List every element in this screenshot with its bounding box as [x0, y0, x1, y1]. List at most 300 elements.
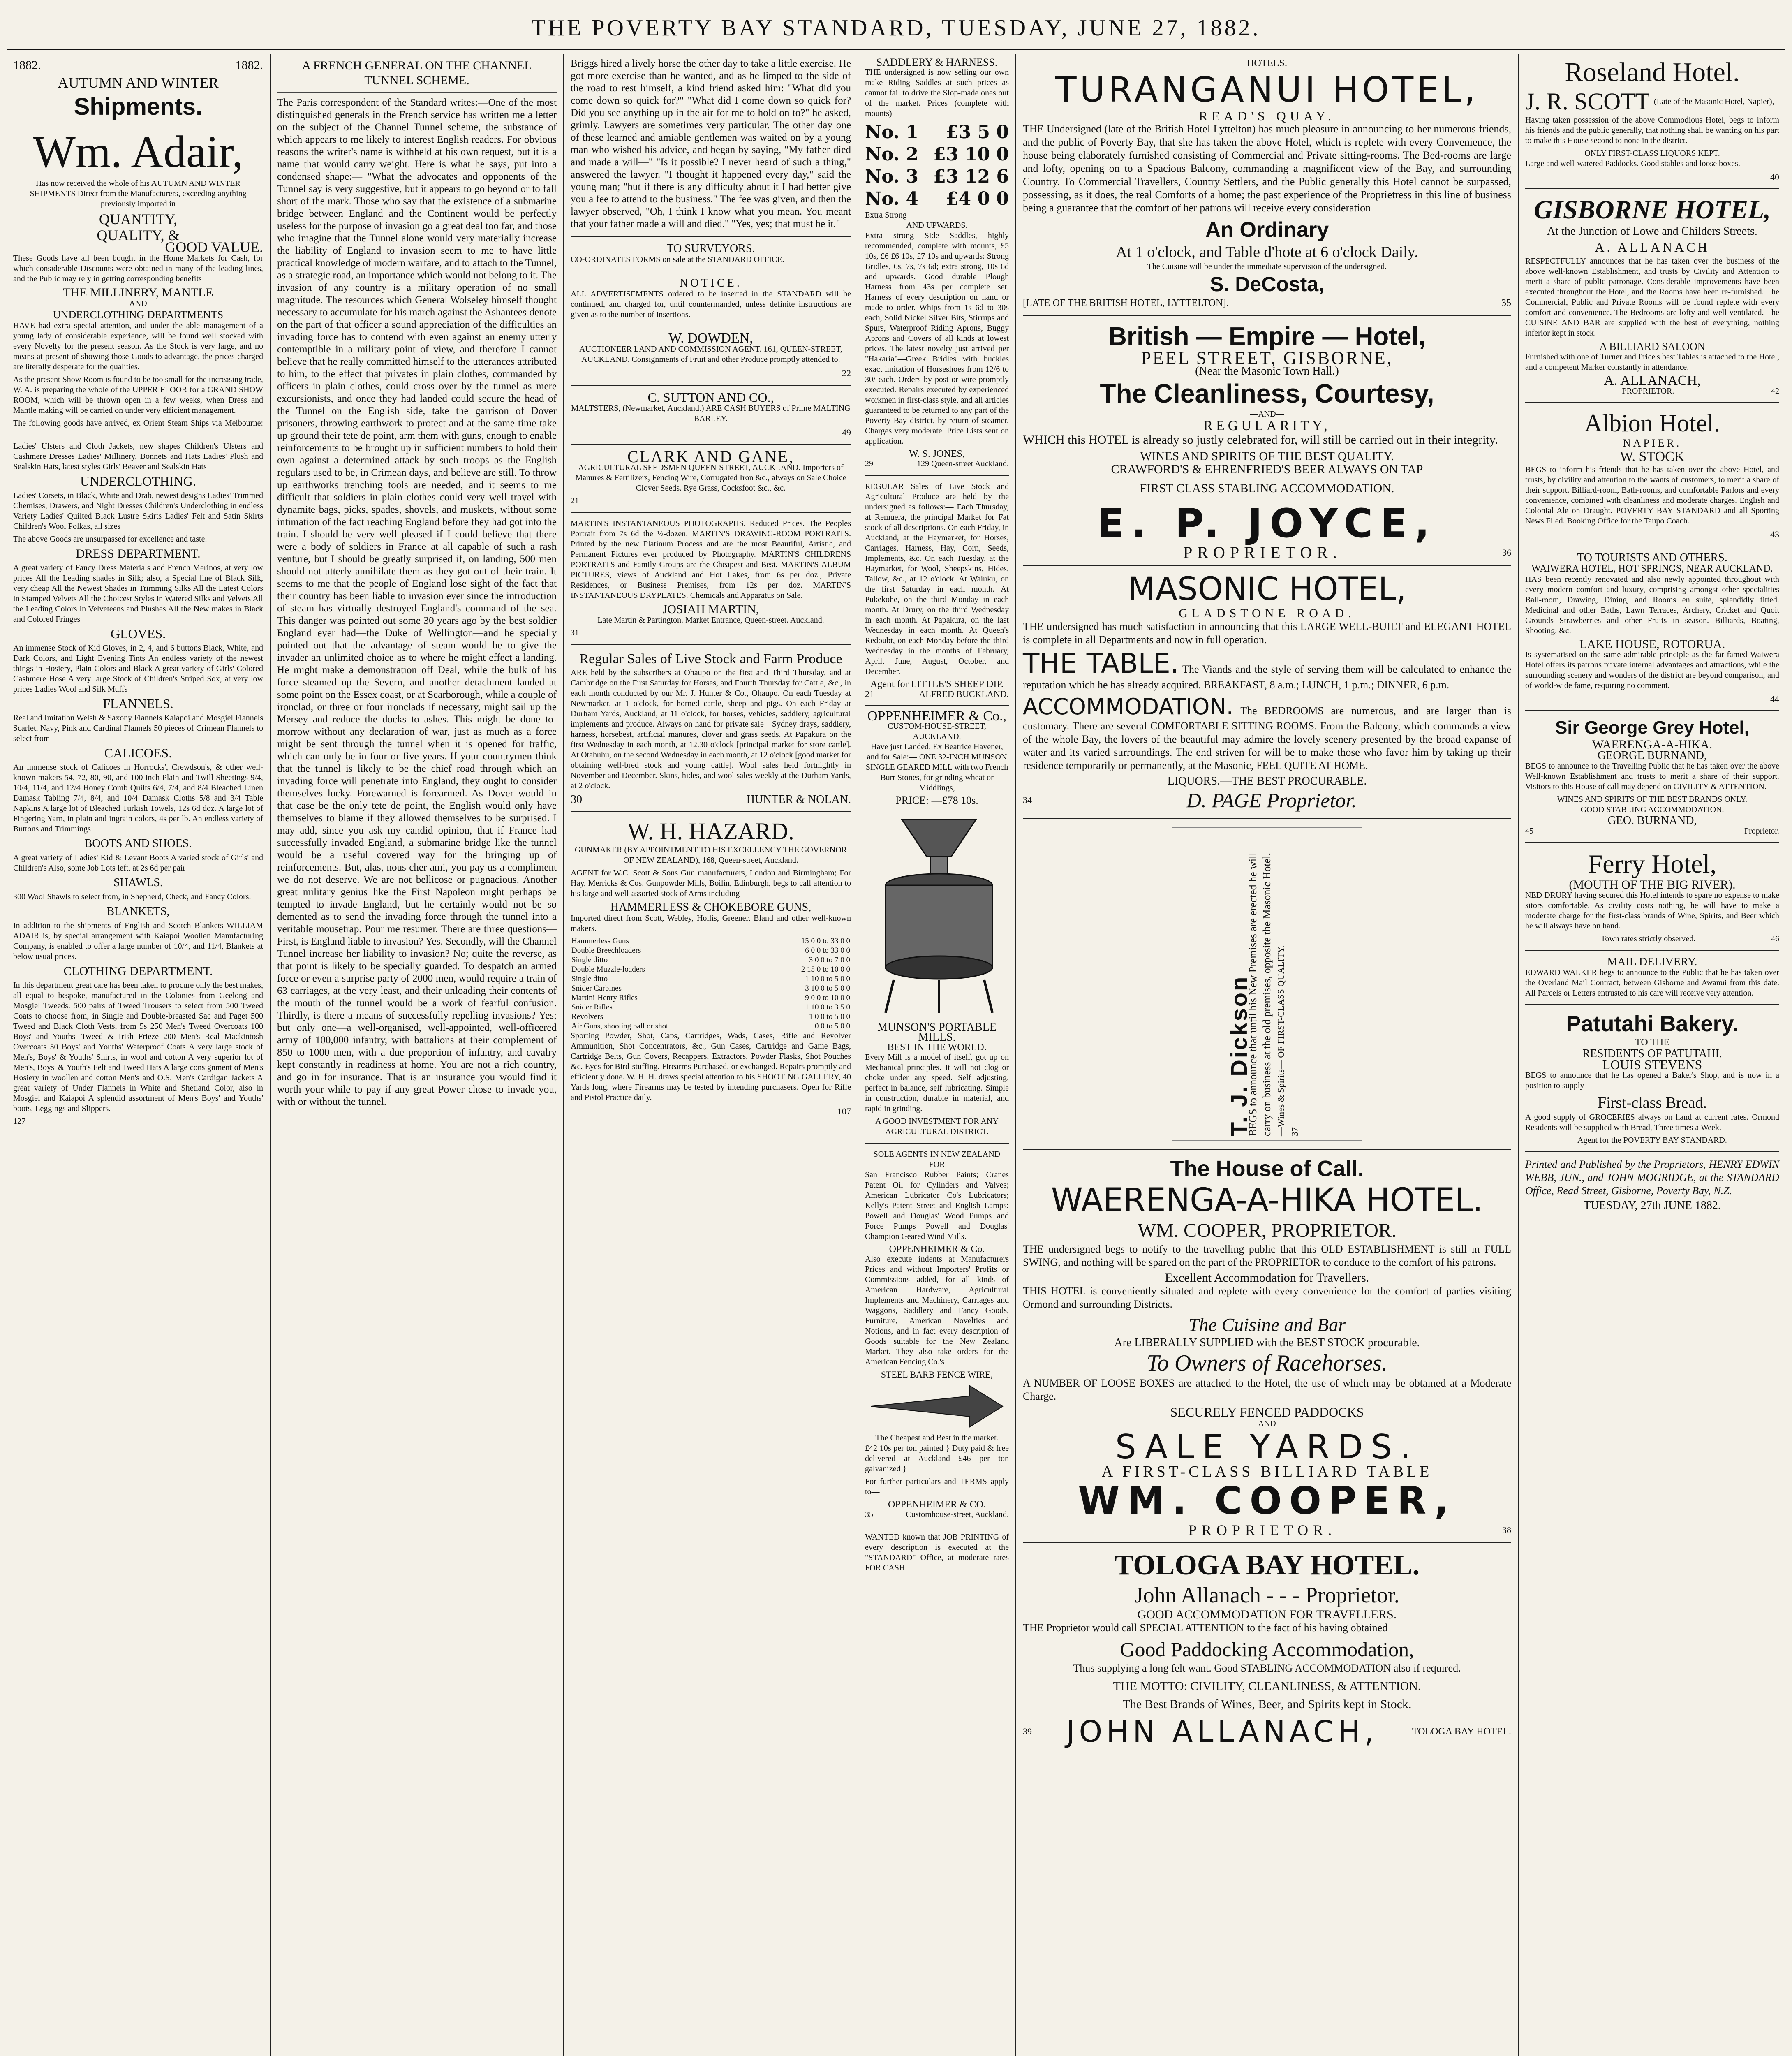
british-empire-name: British — Empire — Hotel,	[1108, 322, 1426, 351]
wines-line: WINES AND SPIRITS OF THE BEST QUALITY.	[1140, 449, 1394, 463]
hunter-name: HUNTER & NOLAN.	[746, 793, 851, 806]
allanach-ref: 39	[1023, 1726, 1032, 1736]
gun-item: Snider Rifles	[571, 1003, 613, 1012]
article-body: The Paris correspondent of the Standard writes:—One of the most distinguished generals in the French service has written me a letter on the subject of the Channel Tunnel scheme, the substance of which appears to me likely to interest English readers. For obvious reasons the writer's name is withheld at his own request, but it is a name that would carry weight. Here is what he says, put into a condensed shape:— "What the advocates and opponents of the Tunnel say is very suggestive, but it appears to go beyond or to fall short of the mark. Those who say that the existence of a submarine bridge between England and the Continent would be perfectly useless for the purpose of invasion go a great deal too far, and those who imagine that the Tunnel alone would very materially increase the liability of England to invasion seem to me to have little practical knowledge of modern warfare, and to attach to the Tunnel, as a strategic road, an importance which would not belong to it. The invasion of any country is a military operation of no small magnitude. The resources which General Wolseley himself thought necessary to accumulate for his march against the Ashantees denote on the part of that officer a sound appreciation of the difficulties an invading force has to contend with even against an enemy utterly contemptible in a military point of view, and therefore I cannot believe that he really committed himself to the utterances attributed to him, to the effect that privates in plain clothes, commanded by officers in plain clothes, could cross over by the tunnel as mere excursionists, and once they had landed could secure the head of the Tunnel on the English side, take the garrison of Dover prisoners, throwing earthwork to protect and at the same time take up ground their tete de point, arm them with guns, enough to enable reinforcements to be brought up in sufficient numbers to hold their own against a determined attack by such troops as the English regulars used to be, in Crimean days, and believe are still. To throw up earthworks trenching tools are needed, and it seems to me difficult that soldiers in plain clothes could very well travel with dynamite bags, picks, spades, shovels, and muskets, without some intimation of the fact reaching England before they had got into the train. I should be very well pleased if I could believe that there were a body of soldiers in France at all capable of such a rash venture, but I should be greatly surprised if, on landing, 500 men should not utterly annihilate them as they got out of their train. It seems to me that the people of England lose sight of the fact that their country has been liable to invasion ever since the introduction of steam has virtually destroyed England's command of the sea. This danger was pointed out some 30 years ago by the best soldier England ever had—the Duke of Wellington—and he specially pointed out that the advantage of steam would be to give the invader an unlimited choice as to where he might effect a landing. He might make a demonstration off Deal, while the bulk of his force steamed up the Severn, and another detachment landed at some point on the Essex coast, or at Scarborough, while a couple of ironclad, or three or four ironclads if necessary, might sail up the Mersey and reduce the docks to ashes. This might be done to-morrow without any declaration of war, just as much as a force might be sent through the tunnel when it is opened for traffic, which can only be in four or five years. If your countrymen think that the tunnel is likely to be the chief road through which an invading force will penetrate into England, they ought to consider themselves lucky. Forewarned is forearmed. As Dover would in that case be the only tete de point, the English would only have themselves to blame if they allowed themselves to be surprised. I may add, since you ask my candid opinion, that if France had successfully invaded England, a submarine bridge like the tunnel would be a useful covered way for the bringing up of reinforcements. But, alas, nous cher ami, you pay us a compliment we do not deserve. We are not bellicose or pugnacious. Another great military genius like the First Napoleon might perhaps be tempted to invade England, but he certainly would not be so demented as to send the invading force through the tunnel into a veritable mousetrap. Pour me resumer. There are three questions—First, is England liable to invasion? Yes. Secondly, will the Channel Tunnel increase her liability to invasion? No; quite the reverse, as that point is likely to be specially guarded. To despatch an armed force or even a surprise party of 2000 men, would require a train of 63 carriages, at the very least, and their unloading their contents of the mouth of the tunnel would be a work of fearful confusion. Thirdly, is there a means of successfully repelling invasions? Yes; but only one—a well-organised, well-appointed, well-officered army of 100,000 infantry, with battalions at their complement of 850 to 1000 men, with a due proportion of infantry, and cavalry kept constantly in readiness at home. You are not a rich country, and go in for insurance. That is an insurance you would find it worth your while to pay if any great Power chose to invade you, with or without the tunnel.	[277, 97, 557, 1107]
arrow-shape	[871, 1386, 1003, 1427]
rule	[571, 512, 851, 513]
page-proprietor: D. PAGE Proprietor.	[1186, 789, 1357, 812]
rule	[865, 1143, 1009, 1144]
shawls-heading: SHAWLS.	[113, 876, 163, 889]
ordinary-heading: An Ordinary	[1205, 218, 1329, 242]
buckland-ref: 21	[865, 689, 874, 699]
hopper-shape	[902, 820, 976, 857]
cooper-heading: WM. COOPER, PROPRIETOR.	[1138, 1220, 1397, 1241]
surveyors-heading: TO SURVEYORS.	[666, 242, 755, 255]
goods-text: These Goods have all been bought in the Home Markets for Cash, for which considerable Discounts were obtained in many of the leading lines, and the Public may rely in getting corresponding benefits	[13, 254, 263, 283]
saddle-price: £3 12 6	[933, 166, 1009, 187]
rule	[1525, 188, 1779, 189]
patutahi-name: Patutahi Bakery.	[1566, 1012, 1739, 1036]
ferry-name: Ferry Hotel,	[1588, 849, 1717, 878]
rule	[1525, 842, 1779, 843]
adair-name: Wm. Adair,	[33, 127, 243, 177]
blankets-heading: BLANKETS,	[106, 905, 170, 918]
oppenheimer-2-text: Also execute indents at Manufacturers Prices and without Importers' Profits or Commissions added, for all kinds of American Hardware, Agricultural Implements and Machinery, Carriages and Waggons, Saddlery and Fancy Goods, Furniture, American Novelties and Notions, and in fact every description of Goods suitable for the New Zealand Market. They also take orders for the American Fencing Co.'s	[865, 1255, 1009, 1366]
gun-item: Air Guns, shooting ball or shot	[571, 1022, 668, 1030]
showroom-text: As the present Show Room is found to be too small for the increasing trade, W. A. is preparing the whole of the UPPER FLOOR for a GRAND SHOW ROOM, which will be thrown open in a few weeks, when Dress and Mantle making will be carried on under very efficient management.	[13, 375, 263, 415]
allanach-line: John Allanach - - - Proprietor.	[1134, 1583, 1400, 1607]
rule	[1525, 710, 1779, 711]
dickson-rotated	[1226, 832, 1302, 1136]
steel-wire-heading: STEEL BARB FENCE WIRE,	[881, 1369, 993, 1380]
gisborne-ref: 42	[1771, 387, 1779, 396]
waiwera-text: HAS been recently renovated and also newly appointed throughout with every modern comfort and luxury, comprising amongst other specialities Ball-room, Drawing, Dining, and Rooms en suite, splendidly fitted. Medicinal and other Baths, Lawn Terraces, Archery, Cricket and Quoit Grounds Strawberries and other Fruits in season. Billiards, Boating, Shooting, &c.	[1525, 575, 1779, 635]
column-divider	[1015, 54, 1016, 2056]
blankets-list: In addition to the shipments of English and Scotch Blankets WILLIAM ADAIR is, by special arrangement with Kaiapoi Woollen Manufacturing Company, is enabled to offer a large number of 10/4, and 11/4, Blankets at below usual prices.	[13, 921, 263, 961]
buckland-row	[865, 689, 1009, 699]
mill-body	[886, 885, 992, 968]
mill-leg	[984, 980, 992, 1013]
gisborne-name: GISBORNE HOTEL,	[1533, 195, 1771, 224]
gun-price-row	[571, 955, 851, 965]
clark-ref: 21	[571, 496, 579, 505]
column-hotels-2	[1519, 54, 1785, 2056]
gun-price: 0 0 to 5 0 0	[814, 1022, 850, 1030]
lake-text: Is systematised on the same admirable principle as the far-famed Waiwera Hotel offers its patrons private internal advantages and attractions, while the surrounding scenery and wonders of the district are beyond comparison, and of world-wide fame, requiring no comment.	[1525, 650, 1779, 690]
sutton-text: MALTSTERS, (Newmarket, Auckland.) ARE CASH BUYERS of Prime MALTING BARLEY.	[571, 404, 851, 423]
accommodation-paragraph	[1023, 694, 1511, 772]
house-of-call: The House of Call.	[1170, 1156, 1364, 1181]
stock-ref: 43	[1770, 529, 1779, 539]
gun-item: Martini-Henry Rifles	[571, 993, 638, 1002]
cooper-text: THE undersigned begs to notify to the travelling public that this OLD ESTABLISHMENT is still in FULL SWING, and nothing will be spared on the part of the PROPRIETOR to conduce to the comfort of his patrons.	[1023, 1243, 1511, 1268]
rule	[1525, 950, 1779, 951]
column-tunnel-article	[271, 54, 562, 2056]
rule	[571, 644, 851, 645]
cuisine-line: The Cuisine will be under the immediate supervision of the undersigned.	[1147, 262, 1387, 271]
imprint-date: TUESDAY, 27th JUNE 1882.	[1584, 1199, 1721, 1212]
received-text: Has now received the whole of his AUTUMN AND WINTER SHIPMENTS Direct from the Manufacturers, exceeding anything previously imported in	[30, 179, 247, 208]
and-sep: —AND—	[121, 299, 155, 308]
cleanliness-heading: The Cleanliness, Courtesy,	[1100, 379, 1434, 408]
hunter-row	[571, 794, 851, 806]
gun-price-row	[571, 936, 851, 946]
dowden-text: AUCTIONEER LAND AND COMMISSION AGENT. 161, QUEEN-STREET, AUCKLAND. Consignments of Fruit and other Produce promptly attended to.	[579, 345, 842, 364]
gisborne-prop-row	[1525, 386, 1779, 396]
rule	[1023, 1149, 1511, 1150]
gun-price: 3 10 0 to 5 0 0	[805, 984, 850, 993]
accommodation-word: ACCOMMODATION.	[1023, 694, 1233, 720]
geo-prop: Proprietor.	[1744, 827, 1779, 836]
napier-label: NAPIER.	[1623, 437, 1682, 449]
best-in-world: BEST IN THE WORLD.	[887, 1042, 987, 1053]
newspaper-title: THE POVERTY BAY STANDARD, TUESDAY, JUNE 27, 1882.	[531, 15, 1261, 41]
saddlery-text: THE undersigned is now selling our own make Riding Saddles at such prices as cannot fail to drive the Slop-made ones out of the market. Prices (complete with mounts)—	[865, 68, 1009, 118]
page-row	[1023, 788, 1511, 813]
clothing-heading: CLOTHING DEPARTMENT.	[63, 964, 213, 978]
rule	[571, 236, 851, 237]
burnand-name: GEORGE BURNAND,	[1598, 749, 1707, 762]
paddocks-text: Large and well-watered Paddocks. Good stables and loose boxes.	[1525, 159, 1740, 168]
joyce-name: E. P. JOYCE,	[1097, 500, 1437, 546]
oppenheimer-text: Have just Landed, Ex Beatrice Havener, and for Sale:— ONE 32-INCH MUNSON SINGLE GEARED MILL with two French Burr Stones, for grinding wheat or Middlings,	[865, 742, 1008, 792]
saddle-number: No. 1	[865, 122, 919, 143]
turanganui-name: TURANGANUI HOTEL,	[1055, 69, 1479, 110]
rule	[865, 705, 1009, 706]
regular-sales-heading: Regular Sales of Live Stock and Farm Produce	[579, 651, 842, 667]
hazard-name: W. H. HAZARD.	[627, 818, 794, 845]
town-rates: Town rates strictly observed.	[1600, 934, 1696, 943]
stabling-line: FIRST CLASS STABLING ACCOMMODATION.	[1140, 482, 1394, 495]
calicoes-heading: CALICOES.	[104, 746, 172, 760]
groceries-text: A good supply of GROCERIES always on hand at current rates. Ormond Residents will be supplied with Bread, Three times a Week.	[1525, 1113, 1779, 1132]
stevens-text: BEGS to announce that he has opened a Baker's Shop, and is now in a position to supply—	[1525, 1071, 1779, 1090]
following-text: The following goods have arrived, ex Orient Steam Ships via Melbourne:—	[13, 419, 263, 438]
sheep-dip-agent: Agent for LITTLE'S SHEEP DIP.	[870, 679, 1004, 690]
sole-text: San Francisco Rubber Paints; Cranes Patent Oil for Cylinders and Valves; American Lubricator Co's Lubricators; Kelly's Patent Street and English Lamps; Powell and Douglas' Wood Pumps and Force Pumps Powell and Douglas' Champion Geared Wind Mills.	[865, 1170, 1009, 1241]
scott-name: J. R. SCOTT	[1525, 88, 1650, 115]
cuisine-bar: The Cuisine and Bar	[1188, 1314, 1346, 1335]
geo-ref: 45	[1525, 827, 1533, 836]
mill-text: Every Mill is a model of itself, got up on Mechanical principles. It will not clog or choke under any speed. Self adjusting, perfect in balance, self lubricating. Simple in construction, durable in material, and rapid in grinding.	[865, 1053, 1009, 1113]
saddle-number: No. 2	[865, 144, 919, 165]
saddle-price-list	[865, 121, 1009, 210]
scott-ref: 40	[1770, 172, 1779, 182]
ref-number: 127	[13, 1117, 25, 1126]
cooper-name: WM. COOPER,	[1078, 1479, 1456, 1523]
dress-list: A great variety of Fancy Dress Materials and French Merinos, at very low prices All the Leading shades in Silk; also, a Special line of Black Silk, very cheap All the Newest Shades in Trimming Silks All the Latest Colors in Stamped Velvets All the Choicest Styles in Watered Silks and Velvets All the Leading Colors in Velveteens and Plushes All the New makes in Black and Colored Fringes	[13, 563, 263, 624]
motto-line: THE MOTTO: CIVILITY, CLEANLINESS, & ATTENTION.	[1113, 1679, 1421, 1693]
rule	[571, 444, 851, 445]
cooper-row	[1023, 1523, 1511, 1537]
gun-price-row	[571, 993, 851, 1003]
oppenheimer-3-row	[865, 1510, 1009, 1520]
and-sep: —AND—	[1250, 410, 1284, 419]
clark-name: CLARK AND GANE,	[627, 447, 795, 466]
brands-line: The Best Brands of Wines, Beer, and Spirits kept in Stock.	[1122, 1697, 1412, 1711]
saddle-number: No. 3	[865, 166, 919, 187]
extra-strong-label: Extra Strong	[865, 211, 907, 220]
grey-wines: WINES AND SPIRITS OF THE BEST BRANDS ONLY.	[1557, 795, 1748, 804]
flannels-list: Real and Imitation Welsh & Saxony Flannels Kaiapoi and Mosgiel Flannels Scarlet, Navy, Pink and Cardinal Flannels 50 pieces of Crimean Flannels to select from	[13, 713, 263, 743]
paddocking-line: Good Paddocking Accommodation,	[1120, 1638, 1414, 1661]
gun-item: Double Breechloaders	[571, 946, 641, 955]
gladstone-road: GLADSTONE ROAD.	[1179, 607, 1355, 620]
gun-price: 1 10 0 to 3 5 0	[805, 1003, 850, 1012]
column-adair	[7, 54, 269, 2056]
thus-text: Thus supplying a long felt want. Good STABLING ACCOMMODATION also if required.	[1073, 1662, 1461, 1674]
clark-text: AGRICULTURAL SEEDSMEN QUEEN-STREET, AUCKLAND. Importers of Manures & Fertilizers, Fencing Wire, Corrugated Iron &c., always on Sale Choice Clover Seeds. Rye Grass, Cocksfoot &c., &c.	[575, 463, 846, 493]
saddle-price-row	[865, 121, 1009, 144]
liquors-line: LIQUORS.—THE BEST PROCURABLE.	[1167, 775, 1367, 787]
roseland-name: Roseland Hotel.	[1565, 57, 1740, 87]
near-hall: (Near the Masonic Town Hall.)	[1195, 365, 1339, 377]
dickson-ad	[1172, 827, 1362, 1141]
grey-waerenga: WAERENGA-A-HIKA.	[1592, 738, 1713, 751]
tourists-heading: TO TOURISTS AND OTHERS.	[1577, 551, 1727, 564]
billiard-line: A FIRST-CLASS BILLIARD TABLE	[1101, 1463, 1433, 1480]
saddle-number: No. 4	[865, 188, 919, 209]
allanach-a: A. ALLANACH	[1595, 240, 1710, 255]
gun-price-row	[571, 1021, 851, 1031]
martin-text: MARTIN'S INSTANTANEOUS PHOTOGRAPHS. Reduced Prices. The Peoples Portrait from 7s 6d the ½-dozen. MARTIN'S DRAWING-ROOM PORTRAITS. Printed by the new Platinum Process and are the most Beautiful, Artistic, and Permanent Pictures ever produced by Photography. MARTIN'S CHILDRENS PORTRAITS and Family Groups are the Cheapest and Best. MARTIN'S ALBUM PICTURES, views of Auckland and Hot Lakes, from 6s per doz., Private Residences, or Business Premises, from 12s per doz. MARTIN'S INSTANTANEOUS DRYPLATES. Chemicals and Apparatus on Sale.	[571, 519, 851, 600]
rule	[1023, 1542, 1511, 1543]
table-word: THE TABLE.	[1023, 648, 1179, 679]
gun-item: Hammerless Guns	[571, 937, 629, 945]
regular-stock-sales: REGULAR Sales of Live Stock and Agricultural Produce are held by the undersigned as follows:— Each Thursday, at Remuera, the principal Market for Fat stock of all descriptions. On each Friday, in Auckland, at the Haymarket, for Horses, Carriages, Harness, Hay, Corn, Seeds, Implements, &c. On each Tuesday, at the Haymarket, for Wool, Sheepskins, Hides, Tallow, &c., at 12 o'clock. At Waiuku, on the first Saturday in each month. At Pukekohe, on the third Monday in each month. At Drury, on the third Wednesday in each month. At Papakura, on the last Wednesday in each month. At Queen's Redoubt, on each Monday before the third Wednesday in the months of February, April, June, August, October, and December.	[865, 482, 1009, 676]
headline-rule	[277, 92, 557, 93]
year-right: 1882.	[235, 58, 263, 72]
gun-price-row	[571, 965, 851, 974]
regularity-heading: REGULARITY,	[1203, 418, 1331, 433]
grey-stabling: GOOD STABLING ACCOMMODATION.	[1580, 805, 1724, 814]
gun-price: 1 0 0 to 5 0 0	[809, 1012, 850, 1021]
jones-row	[865, 459, 1009, 469]
gisborne-prop: PROPRIETOR.	[1622, 387, 1674, 396]
dowden-ref: 22	[842, 368, 851, 378]
loose-boxes-text: A NUMBER OF LOOSE BOXES are attached to the Hotel, the use of which may be obtained at a Moderate Charge.	[1023, 1377, 1511, 1402]
martin-address: Late Martin & Partington. Market Entrance, Queen-street. Auckland.	[597, 616, 824, 625]
mill-illustration	[865, 811, 1013, 1017]
column-ads-auckland	[565, 54, 857, 2056]
albion-name: Albion Hotel.	[1584, 410, 1720, 437]
table-text: The Viands and the style of serving them will be calculated to enhance the reputation which he has already acquired. BREAKFAST, 8 a.m.; LUNCH, 1 p.m.; DINNER, 6 p.m.	[1023, 663, 1511, 691]
page-ref: 34	[1023, 795, 1032, 805]
cooper-proprietor: PROPRIETOR.	[1188, 1522, 1337, 1538]
munson-heading: MUNSON'S PORTABLE MILLS.	[877, 1021, 997, 1044]
dickson-name: T. J. Dickson	[1226, 975, 1252, 1136]
hotels-label: HOTELS.	[1247, 58, 1287, 69]
residents-line: RESIDENTS OF PATUTAHI.	[1582, 1047, 1722, 1060]
shawls-list: 300 Wool Shawls to select from, in Shepherd, Check, and Fancy Colors.	[13, 892, 251, 901]
have-text: HAVE had extra special attention, and under the able management of a young lady of considerable experience, will be found well stocked with every Novelty for the present season. As the Stock is very large, and no means at present of showing those Goods to advantage, the prices charged are literally desperate for the qualities.	[13, 321, 263, 371]
allanach-row	[1023, 1715, 1511, 1748]
boots-heading: BOOTS AND SHOES.	[84, 837, 192, 850]
quality-heading: QUALITY, &	[97, 227, 180, 243]
gun-price-table	[571, 936, 851, 1031]
jones-name: W. S. JONES,	[909, 449, 965, 459]
martin-name: JOSIAH MARTIN,	[662, 602, 759, 616]
hunter-ref: 30	[571, 793, 582, 806]
billiard-saloon: A BILLIARD SALOON	[1599, 340, 1705, 352]
saddle-price: £3 10 0	[933, 144, 1009, 165]
saddle-price: £4 0 0	[946, 188, 1009, 209]
duty-line: £42 10s per ton painted } Duty paid & free delivered at Auckland £46 per ton galvanized }	[865, 1444, 1009, 1473]
rule	[571, 385, 851, 386]
gun-price-row	[571, 1003, 851, 1012]
mill-base	[886, 956, 992, 979]
reads-quay: READ'S QUAY.	[1198, 109, 1336, 123]
rule	[1525, 1004, 1779, 1005]
turanganui-text: THE Undersigned (late of the British Hotel Lyttelton) has much pleasure in announcing to her numerous friends, and the public of Poverty Bay, that she has taken the above Hotel, which is replete with every Convenience, the house being elaborately furnished consisting of Commercial and Private sitting-rooms. The Bed-rooms are large and lofty, opening on to a Spacious Balcony, commanding a magnificent view of the Bay, and surrounding Country. To Commercial Travellers, Country Settlers, and the Public generally this Hotel cannot be surpassed, possessing, as it does, the real Comforts of a home; the past experience of the Proprietress in this line of business being a guarantee that the comfort of her patrons will receive every consideration	[1023, 123, 1511, 214]
lake-ref: 44	[1770, 694, 1779, 704]
lake-house-heading: LAKE HOUSE, ROTORUA.	[1579, 637, 1725, 651]
jones-ref: 29	[865, 459, 873, 468]
notice-text: ALL ADVERTISEMENTS ordered to be inserted in the STANDARD will be continued, and charged for, until countermanded, unless definite instructions are given as to the number of insertions.	[571, 289, 851, 319]
mill-leg	[886, 980, 894, 1013]
ferry-row	[1525, 934, 1779, 944]
decosta-subtitle: [LATE OF THE BRITISH HOTEL, LYTTELTON].	[1023, 298, 1229, 308]
which-text: WHICH this HOTEL is already so justly celebrated for, will still be carried out in their integrity.	[1023, 433, 1498, 447]
only-first-class: ONLY FIRST-CLASS LIQUORS KEPT.	[1584, 149, 1720, 158]
hazard-ref: 107	[837, 1106, 851, 1116]
scott-text: Having taken possession of the above Commodious Hotel, begs to inform his friends and the public generally, that nothing shall be wanting on his part to make this House second to none in the district.	[1525, 116, 1779, 145]
racehorses-heading: To Owners of Racehorses.	[1147, 1350, 1387, 1376]
masthead	[0, 0, 1792, 45]
good-value-heading: GOOD VALUE.	[165, 239, 263, 255]
stock-text: BEGS to inform his friends that he has taken over the above Hotel, and trusts, by civility and attention to the wants of customers, to merit a share of their support. Billiard-room, Bath-rooms, and comfortable Parlors and every convenience, combined with cleanliness and moderate charges. English and Colonial Ale on Draught. POVERTY BAY STANDARD and all Sporting News Filed. Booking Office for the Taupo Coach.	[1525, 465, 1779, 526]
gun-price-row	[571, 946, 851, 955]
gun-price: 3 0 0 to 7 0 0	[809, 956, 850, 964]
allanach-big: JOHN ALLANACH,	[1066, 1714, 1378, 1749]
hazard-subtitle: GUNMAKER (BY APPOINTMENT TO HIS EXCELLENCY THE GOVERNOR OF NEW ZEALAND), 168, Queen-street, Auckland.	[574, 845, 847, 865]
masthead-rule	[7, 49, 1785, 51]
oppenheimer-3: OPPENHEIMER & CO.	[888, 1499, 986, 1510]
gisborne-text: RESPECTFULLY announces that he has taken over the business of the above well-known Establishment, and trusts by Civility and Attention to merit a share of public patronage. Considerable improvements have been executed throughout the Hotel, and the Rooms have been re-furnished. The Commercial, Public and Private Rooms will be found replete with every comfort and convenience. The Bedrooms are lofty and well-ventilated. The CUISINE AND BAR are supplied with the best of everything, nothing inferior kept in stock.	[1525, 257, 1779, 338]
column-saddlery	[859, 54, 1015, 2056]
gun-item: Revolvers	[571, 1012, 603, 1021]
sutton-name: C. SUTTON AND CO.,	[647, 390, 774, 405]
tologa-name: TOLOGA BAY HOTEL.	[1114, 1549, 1420, 1581]
ladies-list: Ladies' Ulsters and Cloth Jackets, new shapes Children's Ulsters and Cashmere Dresses Ladies' Millinery, Bonnets and Hats Ladies' Plush and Sealskin Hats, latest styles Girls' Beaver and Sealskin Hats	[13, 442, 263, 471]
saddle-text: Extra strong Side Saddles, highly recommended, complete with mounts, £5 10s, £6 £6 10s, £7 10s and upwards: Strong Bridles, 6s, 7s, 7s 6d; extra strong, 10s 6d and upwards. Good durable Plough Harness from 43s per complete set. Harness of every description on hand or made to order. Whips from 1s 6d to 30s each, Solid Nickel Silver Bits, Stirrups and Spurs, Waterproof Riding Aprons, Buggy Aprons and Covers of all kinds at lowest prices. The latest novelty just arrived per "Hakaria"—Greek Bridles with buckles exact imitation of Horseshoes from 12/6 to 30/ each. Orders by post or wire promptly executed. Repairs executed by experienced workmen in first-class style, and all articles guaranteed to be returned to any part of the Poverty Bay district, by return of steamer. Charges very moderate. Price Lists sent on application.	[865, 231, 1009, 446]
surveyors-text: CO-ORDINATES FORMS on sale at the STANDARD OFFICE.	[571, 255, 784, 264]
flannels-heading: FLANNELS.	[103, 696, 173, 711]
rule	[865, 475, 1009, 476]
and-sep-2: —AND—	[1250, 1419, 1284, 1428]
rule	[571, 811, 851, 812]
hazard-text: AGENT for W.C. Scott & Sons Gun manufacturers, London and Birmingham; For Hay, Merricks & Cos. Gunpowder Mills, Boilin, Edinburgh, begs to call attention to his large and well-assorted stock of Arms including—	[571, 868, 851, 898]
buckland-name: ALFRED BUCKLAND.	[919, 689, 1009, 699]
oppenheimer-address: CUSTOM-HOUSE-STREET, AUCKLAND,	[888, 722, 986, 741]
upwards-label: AND UPWARDS.	[906, 221, 968, 230]
scott-late: (Late of the Masonic Hotel, Napier),	[1653, 97, 1774, 106]
briggs-anecdote: Briggs hired a lively horse the other day to take a little exercise. He got more exercise than he wanted, and as he limped to the side of the road to rest himself, a kind friend asked him: "What did you come down so quick for?" "What did I come down so quick for? Did you see anything up in the air for me to hold on to?" he asked, grimly. Lawyers are sometimes very particular. The other day one of these learned and amiable gentlemen was waited on by a young man who wished his advice, and began by saying, "My father died and made a will—" "Is it possible? I never heard of such a thing," answered the lawyer. "I thought it happened every day," said the young man; "but if there is any difficulty about it I had better give you a fee to attend to the business." The fee was given, and then the lawyer observed, "Oh, I think I know what you mean. You meant that your father made a will and died." "Yes, yes; that must be it."	[571, 58, 851, 229]
saddle-price-row	[865, 144, 1009, 166]
geo-row	[1525, 826, 1779, 836]
notice-heading: NOTICE.	[680, 277, 742, 289]
standard-agent: Agent for the POVERTY BAY STANDARD.	[1577, 1136, 1727, 1145]
sole-agents: SOLE AGENTS IN NEW ZEALAND FOR	[873, 1150, 1001, 1169]
wanted-text: WANTED known that JOB PRINTING of every description is executed at the "STANDARD" Office, at moderate rates FOR CASH.	[865, 1533, 1009, 1572]
hammerless-heading: HAMMERLESS & CHOKEBORE GUNS,	[610, 901, 812, 914]
ferry-text: NED DRURY having secured this Hotel intends to spare no expense to make sitors comfortable. As civility costs nothing, he will have to make a moderate charge for the first-class brands of Wine, Spirits, and Beer which he will always have on hand.	[1525, 891, 1779, 931]
further-line: For further particulars and TERMS apply to—	[865, 1477, 1009, 1496]
excellent-line: Excellent Accommodation for Travellers.	[1165, 1271, 1369, 1285]
column-divider	[1518, 54, 1519, 2056]
saddle-price-row	[865, 166, 1009, 188]
gun-item: Snider Carbines	[571, 984, 622, 993]
dress-heading: DRESS DEPARTMENT.	[76, 547, 201, 560]
hammerless-text: Imported direct from Scott, Webley, Hollis, Greener, Bland and other well-known makers.	[571, 914, 851, 933]
calicoes-list: An immense stock of Calicoes in Horrocks', Crewdson's, & other well-known makers 54, 72, 80, 90, and 100 inch Plain and Twill Sheetings 9/4, 10/4, 11/4, and 12/4 Honey Comb Quilts 6/4, 7/4, and 8/4 Bleached Linen Damask Tabling 7/4, 8/4, and 10/4 Damask Cloths 5/8 and 3/4 Table Napkins A large lot of Bleached Turkish Towels, 12s 6d doz. A large lot of Fingering Yarn, in plain and ingrain colors, 4s per lb. An endless variety of Buttons and Trimmings	[13, 763, 263, 834]
mail-text: EDWARD WALKER begs to announce to the Public that he has taken over the Overland Mail Contract, between Gisborne and Awanui from this date. All Parcels or Letters entrusted to his care will receive very attention.	[1525, 968, 1779, 998]
shipments-heading: Shipments.	[74, 93, 203, 120]
geo-name: GEO. BURNAND,	[1607, 814, 1697, 827]
masonic-name: MASONIC HOTEL,	[1128, 571, 1406, 608]
regular-sales-text: ARE held by the subscribers at Ohaupo on the first and Third Thursday, and at Cambridge on the First Saturday for Horses, and Fourth Thursday for Cattle, &c., in each month conducted by our Mr. J. Hunter & Co., Ohaupo. On each Tuesday at Newmarket, at 1 o'clock, for horned cattle, sheep and pigs. On each Friday at Durham Yards, Auckland, at 11 o'clock, for horses, vehicles, saddlery, agricultural implements and produce. Always on hand for private sale—Sydney drays, saddlery, harness, horsebest, artificial manures, clover and grass seeds. At Papakura on the first Wednesday in each month, at 12.30 o'clock [principal market for store cattle]. At Otahuhu, on the second Wednesday in each month, at 12 o'clock [good market for obtaining well-bred stock and young cattle]. Wool sales held fortnightly in November and December. Skins, hides, and wool sales weekly at the Durham Yards, at 2 o'clock.	[571, 668, 851, 790]
year-left: 1882.	[13, 58, 41, 72]
masonic-text: THE undersigned has much satisfaction in announcing that this LARGE WELL-BUILT and ELEGANT HOTEL is complete in all Departments and now in full operation.	[1023, 621, 1511, 646]
year-row	[13, 59, 263, 71]
table-paragraph	[1023, 649, 1511, 692]
gun-item: Single ditto	[571, 956, 608, 964]
investment-line: A GOOD INVESTMENT FOR ANY AGRICULTURAL DISTRICT.	[875, 1117, 999, 1136]
sutton-ref: 49	[842, 427, 851, 438]
waerenga-name: WAERENGA-A-HIKA HOTEL.	[1051, 1182, 1483, 1219]
gun-price: 6 0 0 to 33 0 0	[805, 946, 850, 955]
oppenheimer-2: OPPENHEIMER & Co.	[889, 1244, 985, 1255]
allanach-a2: A. ALLANACH,	[1604, 373, 1701, 388]
mail-heading: MAIL DELIVERY.	[1607, 956, 1697, 968]
grey-name: Sir George Grey Hotel,	[1555, 718, 1749, 738]
oppenheimer-3-ref: 35	[865, 1510, 873, 1519]
oppenheimer-name: OPPENHEIMER & Co.,	[867, 708, 1007, 724]
underclothing-list: Ladies' Corsets, in Black, White and Drab, newest designs Ladies' Trimmed Chemises, Drawers, and Night Dresses Children's Underclothing in endless Variety Ladies' Quilted Black Lustre Skirts Ladies' Felt and Satin Skirts Children's Wool Polkas, all sizes	[13, 491, 263, 531]
gun-item: Double Muzzle-loaders	[571, 965, 645, 974]
gun-item: Single ditto	[571, 975, 608, 983]
millinery-heading: THE MILLINERY, MANTLE	[63, 286, 213, 299]
imprint: Printed and Published by the Proprietors, HENRY EDWIN WEBB, JUN., and JOHN MOGRIDGE, at the STANDARD Office, Read Street, Gisborne, Poverty Bay, N.Z.	[1525, 1158, 1779, 1197]
column-divider	[270, 54, 271, 2056]
tologa-text: THE Proprietor would call SPECIAL ATTENTION to the fact of his having obtained	[1023, 1622, 1388, 1634]
gun-price: 1 10 0 to 5 0 0	[805, 975, 850, 983]
rule	[1023, 315, 1511, 316]
grey-text: BEGS to announce to the Travelling Public that he has taken over the above Well-known Establishment and trusts to merit a share of their support. Visitors to this House of call may depend on CIVILITY & ATTENTION.	[1525, 762, 1779, 791]
gloves-heading: GLOVES.	[110, 626, 166, 641]
to-the: TO THE	[1635, 1037, 1669, 1048]
accommodation-text: The BEDROOMS are numerous, and are larger than is customary. There are several COMFORTABLE SITTING ROOMS. From the Balcony, which commands a view of the whole Bay, the lovers of the beautiful may admire the lovely scenery presented by the broad expanse of water and its varied surroundings. The end striven for will be to make those who favor him by taking up their residence temporarily or permanently, at the Masonic, FEEL QUITE AT HOME.	[1023, 705, 1511, 771]
junction-line: At the Junction of Lowe and Childers Streets.	[1547, 225, 1757, 238]
gun-price: 9 0 0 to 10 0 0	[805, 993, 850, 1002]
stock-name: W. STOCK	[1620, 449, 1685, 464]
cheapest-line: The Cheapest and Best in the market.	[875, 1433, 999, 1442]
gun-price-row	[571, 984, 851, 993]
rule	[1023, 565, 1511, 566]
rule	[1525, 1151, 1779, 1152]
decosta-row	[1023, 296, 1511, 310]
decosta-ref: 35	[1501, 298, 1511, 308]
ordinary-line: At 1 o'clock, and Table d'hote at 6 o'clock Daily.	[1116, 243, 1418, 261]
mill-price: PRICE: —£78 10s.	[895, 794, 978, 806]
dickson-wines: —Wines & Spirits— OF FIRST-CLASS QUALITY.	[1276, 945, 1286, 1136]
bread-line: First-class Bread.	[1598, 1094, 1707, 1111]
waiwera-heading: WAIWERA HOTEL, HOT SPRINGS, NEAR AUCKLAND.	[1531, 563, 1773, 574]
good-accommodation: GOOD ACCOMMODATION FOR TRAVELLERS.	[1137, 1608, 1397, 1621]
column-divider	[563, 54, 564, 2056]
clothing-list: In this department great care has been taken to procure only the best makes, all equal to bespoke, manufactured in the Colonies from Geelong and Mosgiel Tweeds. 500 pairs of Tweed Trousers to select from 500 Tweed Coats to choose from, in Single and Double-breasted Sac and Paget 500 Tweed and Black Cloth Vests, from 5s 250 Men's Tweed Overcoats 100 Boys' and Youths' Tweed & Irish Frieze 200 Men's Real Mackintosh Overcoats 50 Boys' and Youths' Waterproof Coats A very large stock of Men's, Boys' & Youths' Shirts, in wool and cotton A very superior lot of Men's, Boys' & Youth's Felt and Tweed Hats A large consignment of Men's Hosiery in woollen and cotton Men's and O.S. Men's Cardigan Jackets A great variety of Under Flannels in White and Shetland Color, also in Mosgiel and Kaiapoi A splendid assortment of Men's Boys' and Youths' boots, Leggings and Slippers.	[13, 981, 263, 1113]
oppenheimer-3-address: Customhouse-street, Auckland.	[906, 1510, 1009, 1519]
dickson-text: BEGS to announce that until his New Premises are erected he will carry on business at the old premises, opposite the Masonic Hotel.	[1247, 852, 1273, 1136]
boots-list: A great variety of Ladies' Kid & Levant Boots A varied stock of Girls' and Children's Also, some Job Lots left, at 2s 6d per pair	[13, 853, 263, 873]
tologa-small: TOLOGA BAY HOTEL.	[1412, 1726, 1511, 1737]
joyce-ref: 36	[1502, 547, 1511, 558]
dowden-name: W. DOWDEN,	[668, 331, 753, 346]
liberally-line: Are LIBERALLY SUPPLIED with the BEST STOCK procurable.	[1114, 1336, 1420, 1349]
saddle-price: £3 5 0	[946, 122, 1009, 143]
joyce-proprietor: PROPRIETOR.	[1183, 543, 1342, 562]
underclothing-note: The above Goods are unsurpassed for excellence and taste.	[13, 535, 207, 544]
barb-wire-arrow	[867, 1384, 1007, 1429]
joyce-row	[1023, 543, 1511, 562]
stevens-name: LOUIS STEVENS	[1602, 1057, 1702, 1072]
gun-price: 15 0 0 to 33 0 0	[801, 937, 850, 945]
saloon-text: Furnished with one of Turner and Price's best Tables is attached to the Hotel, and a competent Marker constantly in attendance.	[1525, 352, 1779, 372]
gun-price-row	[571, 1012, 851, 1021]
sale-yards: SALE YARDS.	[1115, 1428, 1419, 1466]
decosta-name: S. DeCosta,	[1210, 273, 1324, 296]
saddlery-heading: SADDLERY & HARNESS.	[876, 56, 998, 68]
rule	[1023, 818, 1511, 819]
